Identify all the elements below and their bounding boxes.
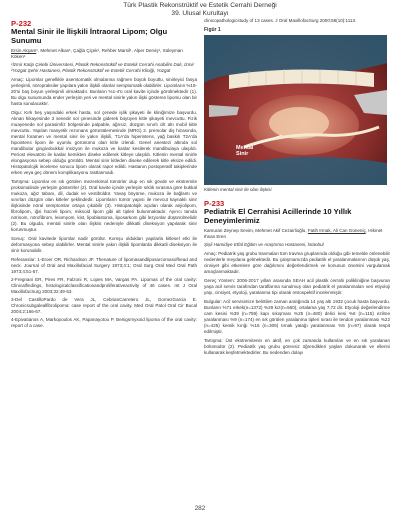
aim-paragraph: Amaç: Pediatrik yaş grubu travmaları tüm travma gruplarında olduğu gibi temelde önlenebilir nedenlerle meydana gelmektedir. Bu çalışmamızda pediatrik el yaralanmalarının düşük yaş, cinsiyet gibi etkenlere göre dağılımını değerlendirmek ve konunun önemini vurgulamak amaçlanmaktadır.	[204, 250, 390, 274]
figure-annotation-line-1: Mental	[236, 145, 254, 151]
reference-item: Referanslar: 1-Eroer OR, Richardson JF. Thenature of lipomasandliposarcomasofhead and neck. Journal of Oral and Maxillofacial Surgery 1973;4:1; Oral Surg Oral Med Oral Path 1973;4:51-57.	[11, 256, 197, 274]
authors	[204, 228, 390, 239]
discussion-paragraph: Tartışma: Lipomlar en sık görülen mezenkimal tümörler olup en sık gövde ve ekstremite proksimalinde yerleşim gösterirler (2). Oral kavite içinde yerleşim sıklık sırasına göre bukkal mukoza, ağız tabanı, dil, dudak ve vestibüldür. Yavaş büyüme, mukoza ile bağlantı ve sınırları düzgün olan kitleler şeklindedir. Lipomların tümör yapısı ile mevcut kaynaklı sinir ilişkisinde nöral semptomlar ortaya çıkabilir (3). Histopatolojik açıdan olarak anjiolipom, fibrolipom, iğsi hücreli lipom, miksoid lipom gibi alt tipleri bulunmaktadır. Ayırıcı tanıda nörinom, nörofibrom, leiomyom, kist, lipoblastoma, liposarkom gibi lezyonlar düşünülmelidir (2). Bu olguda, mental sinirle olan ilişkisi nedeniyle dikkatli diseksiyon yapılarak sinir korunmuştur.	[11, 178, 197, 232]
affiliation: Şişli Hamidiye Etfal Eğitim ve Araştırma Hastanesi, İstanbul	[204, 242, 324, 248]
co-authors: ¹, Mehmet Alkan¹, Çağla Çiçek¹, Rehber Marsil¹, Alper Derviş¹, Süleyman Köken¹	[11, 48, 183, 59]
reference-continuation: clinicopathologicstudy of 13 cases. J Oral MaxillofacSurg 2000;58(10):1113.	[204, 18, 357, 23]
abstract-id: P-233	[204, 199, 225, 208]
abstract-id: P-232	[11, 19, 32, 28]
conclusion-paragraph: Sonuç: Oral kavitede lipomlar nadir görülür. Komşu oldukları yapılarla kitlesel etki ile deformasyona sebep olabilirler. Mental sinirle yakın ilişkili lipomlarda dikkatli diseksiyon ile sinir korunabilir.	[11, 235, 197, 253]
affiliation-2: ²Yozgat Şehir Hastanesi, Plastik Rekonstrüktif ve Estetik Cerrahi Kliniği, Yozgat	[11, 67, 171, 73]
case-paragraph: Olgu: Kırk beş yaşındaki erkek hasta, sol çenede işlik şikayeti ile kliniğimize başvurdu. Alınan hikayesinde 3 senedir sol çenesinde giderek büyüyen kitle şikayeti mevcuttu. Fizik muayenede sol parasimfiz bölgesinde palpable, ağrısız, düzgün sınırlı cilt altı mobil kitle mevcuttu. Yapılan manyetik rezonans görüntülemesinde (MRG) 2. premolar diş hizasında, mental foramen ve mental sinir ile yakın ilişkili, T1A'da hiperintens, yağ baskılı T2A'da hipointens lipom ile uyumlu görünümü olan kitle izlendi. Genel anestezi altında sol mandibular gingivobukkal insizyon ile mukoza ve kaslar kesilerek mandibulaya ulaşıldı. Periost elevatörü ile kaslar kemikten diseke edilerek kitleye ulaşıldı. Kitlenin mental sinirle elongasyona sebep olduğu görüldü. Mental sinir kitleden diseke edilerek kitle eksize edildi. Histopatolojik inceleme sonucu lipom olarak rapor edildi. Hastanın postoperatif takiplerinde erken veya geç dönem komplikasyonu rastlanmadı.	[11, 109, 197, 175]
authors-part-2: Fatih Irmak,	[307, 228, 333, 234]
reference-item: 3-Del CastilloPardo de Vera JL, CebrianCarretero JL, GomezGarcia E. Chronicsubgalealfibrolipoma: case report of the oral cavity. Med Oral Patol Oral Cir Bucal 2004;2:166-67.	[11, 296, 197, 314]
page-number: 282	[194, 505, 206, 512]
presenting-author: Ali Can Güneniç	[332, 228, 366, 234]
aim-paragraph: Amaç: Lipomlar genellikle asemtomatik olmalarına rağmen büyük boyutlu, sinirleyici fasya yerleşimli, nöropraksiler yapılara yakın ilişkili olanlar semptomatik olabilirler. Lipomların %15-20'si baş boyun yerleşimli olmaktadır. Bunların %1-4'ü oral kavite içinde görülmektedir (1). Bu olgu sunumunda ender yerleşim yeri ve mental sinirle yakın ilişki gösteren lipomu olan bir hasta sunulacaktır.	[11, 76, 198, 106]
presenting-author: Ersin Akşam	[11, 48, 37, 54]
figure-label: Figür 1	[204, 27, 221, 33]
left-column	[11, 19, 197, 331]
page-header	[0, 2, 400, 18]
discussion-paragraph: Tartışma: Üst ekstremitenin en aktif, en çok zamanda kullanılan ve en sık yaralanan bölümüdür (2). Pediatrik yaş grubu görevsiz öğrendikleri yaşları dokunarak ve ellerini kullanarak keşfetmektedirler. Bu nedenden dolayı	[204, 337, 390, 355]
header-line-1: Türk Plastik Rekonstrüktif ve Estetik Cerrahi Derneği	[123, 2, 277, 9]
methods-paragraph: Gereç Yöntem: 2006-2017 yılları arasında SEAH acil plastik cerrahi polikliniğine başvuran yaşa acil servis tarafından taraflarına sunulmuş olan pediatrik el yaralanmaları veri etiyoloji yaşı, cinsiyet, etyoloji, yaralanma tipi olarak retrospektif incelenmiştir.	[204, 277, 390, 295]
abstract-title: Pediatrik El Cerrahisi Acillerinde 10 Yıllık Deneyimlerimiz	[204, 207, 352, 225]
reference-item: 4-Epivatianos A, Markopoulos AK, Papanayotou P. Benignmyxoid lipoma of the oral cavity: report of a case.	[11, 316, 197, 328]
authors-part-1: Kamuran Zeynep Sevim, Mehmet Akif Cezairlioğlu,	[204, 228, 308, 234]
header-line-2: 39. Ulusal Kurultayı	[171, 10, 229, 17]
surgical-photo	[204, 35, 387, 185]
figure-caption: Kitlenin mental sinir ile olan ilişkisi	[204, 187, 272, 192]
authors	[11, 48, 197, 59]
abstract-title: Mental Sinir ile İlişkili İntraoral Lipom; Olgu Sunumu	[11, 27, 168, 45]
affiliations	[11, 62, 197, 73]
figure-annotation-line-2: Sinir	[236, 151, 249, 158]
figure-annotation	[236, 145, 253, 158]
affiliation-1: ¹İzmir Katip Çelebi Üniversitesi, Plastik Rekonstrüktif ve Estetik Cerrahi Anabilim Dalı, İzmir	[11, 62, 195, 68]
references	[11, 257, 197, 329]
results-paragraph: Bulgular: Acil servisimize belirtilen zaman aralığında 14 yaş altı 1932 çocuk hasta başvurdu. Bunların %71 erkek(n=1372) %29 kız(n=560), ortalama yaş 7,72 dir. Etyoloji değerlendirme cam kesisi %39 (n=759) kapı sıkışması %25 (n=480) delici kesi %6 (n=115) ezilme yaralanması %9 (n=174) en sık görülen yaralanma tipleri sırası ile tendon yaralanması %22 (n=425) kemik kırığı %16 (n=309) tırnak yatağı yaralanması %5 (n=97) olarak tespit edilmiştir.	[204, 298, 390, 334]
reference-item: 2-Fregnani ER, Pires FR, Falzoni R, Lopes MA, Vargas PA. Lipomas of the oral cavity: Clinicalfindings, histologicalclassificationandproliferativeactivity of 46 cases. Int J Oral MaxillofacSurg 2003;32:49-53.	[11, 276, 197, 294]
authors-part-4: , Hikmet Ihsan Eren	[204, 228, 383, 239]
figure-photo	[204, 35, 387, 185]
right-column	[204, 19, 390, 359]
